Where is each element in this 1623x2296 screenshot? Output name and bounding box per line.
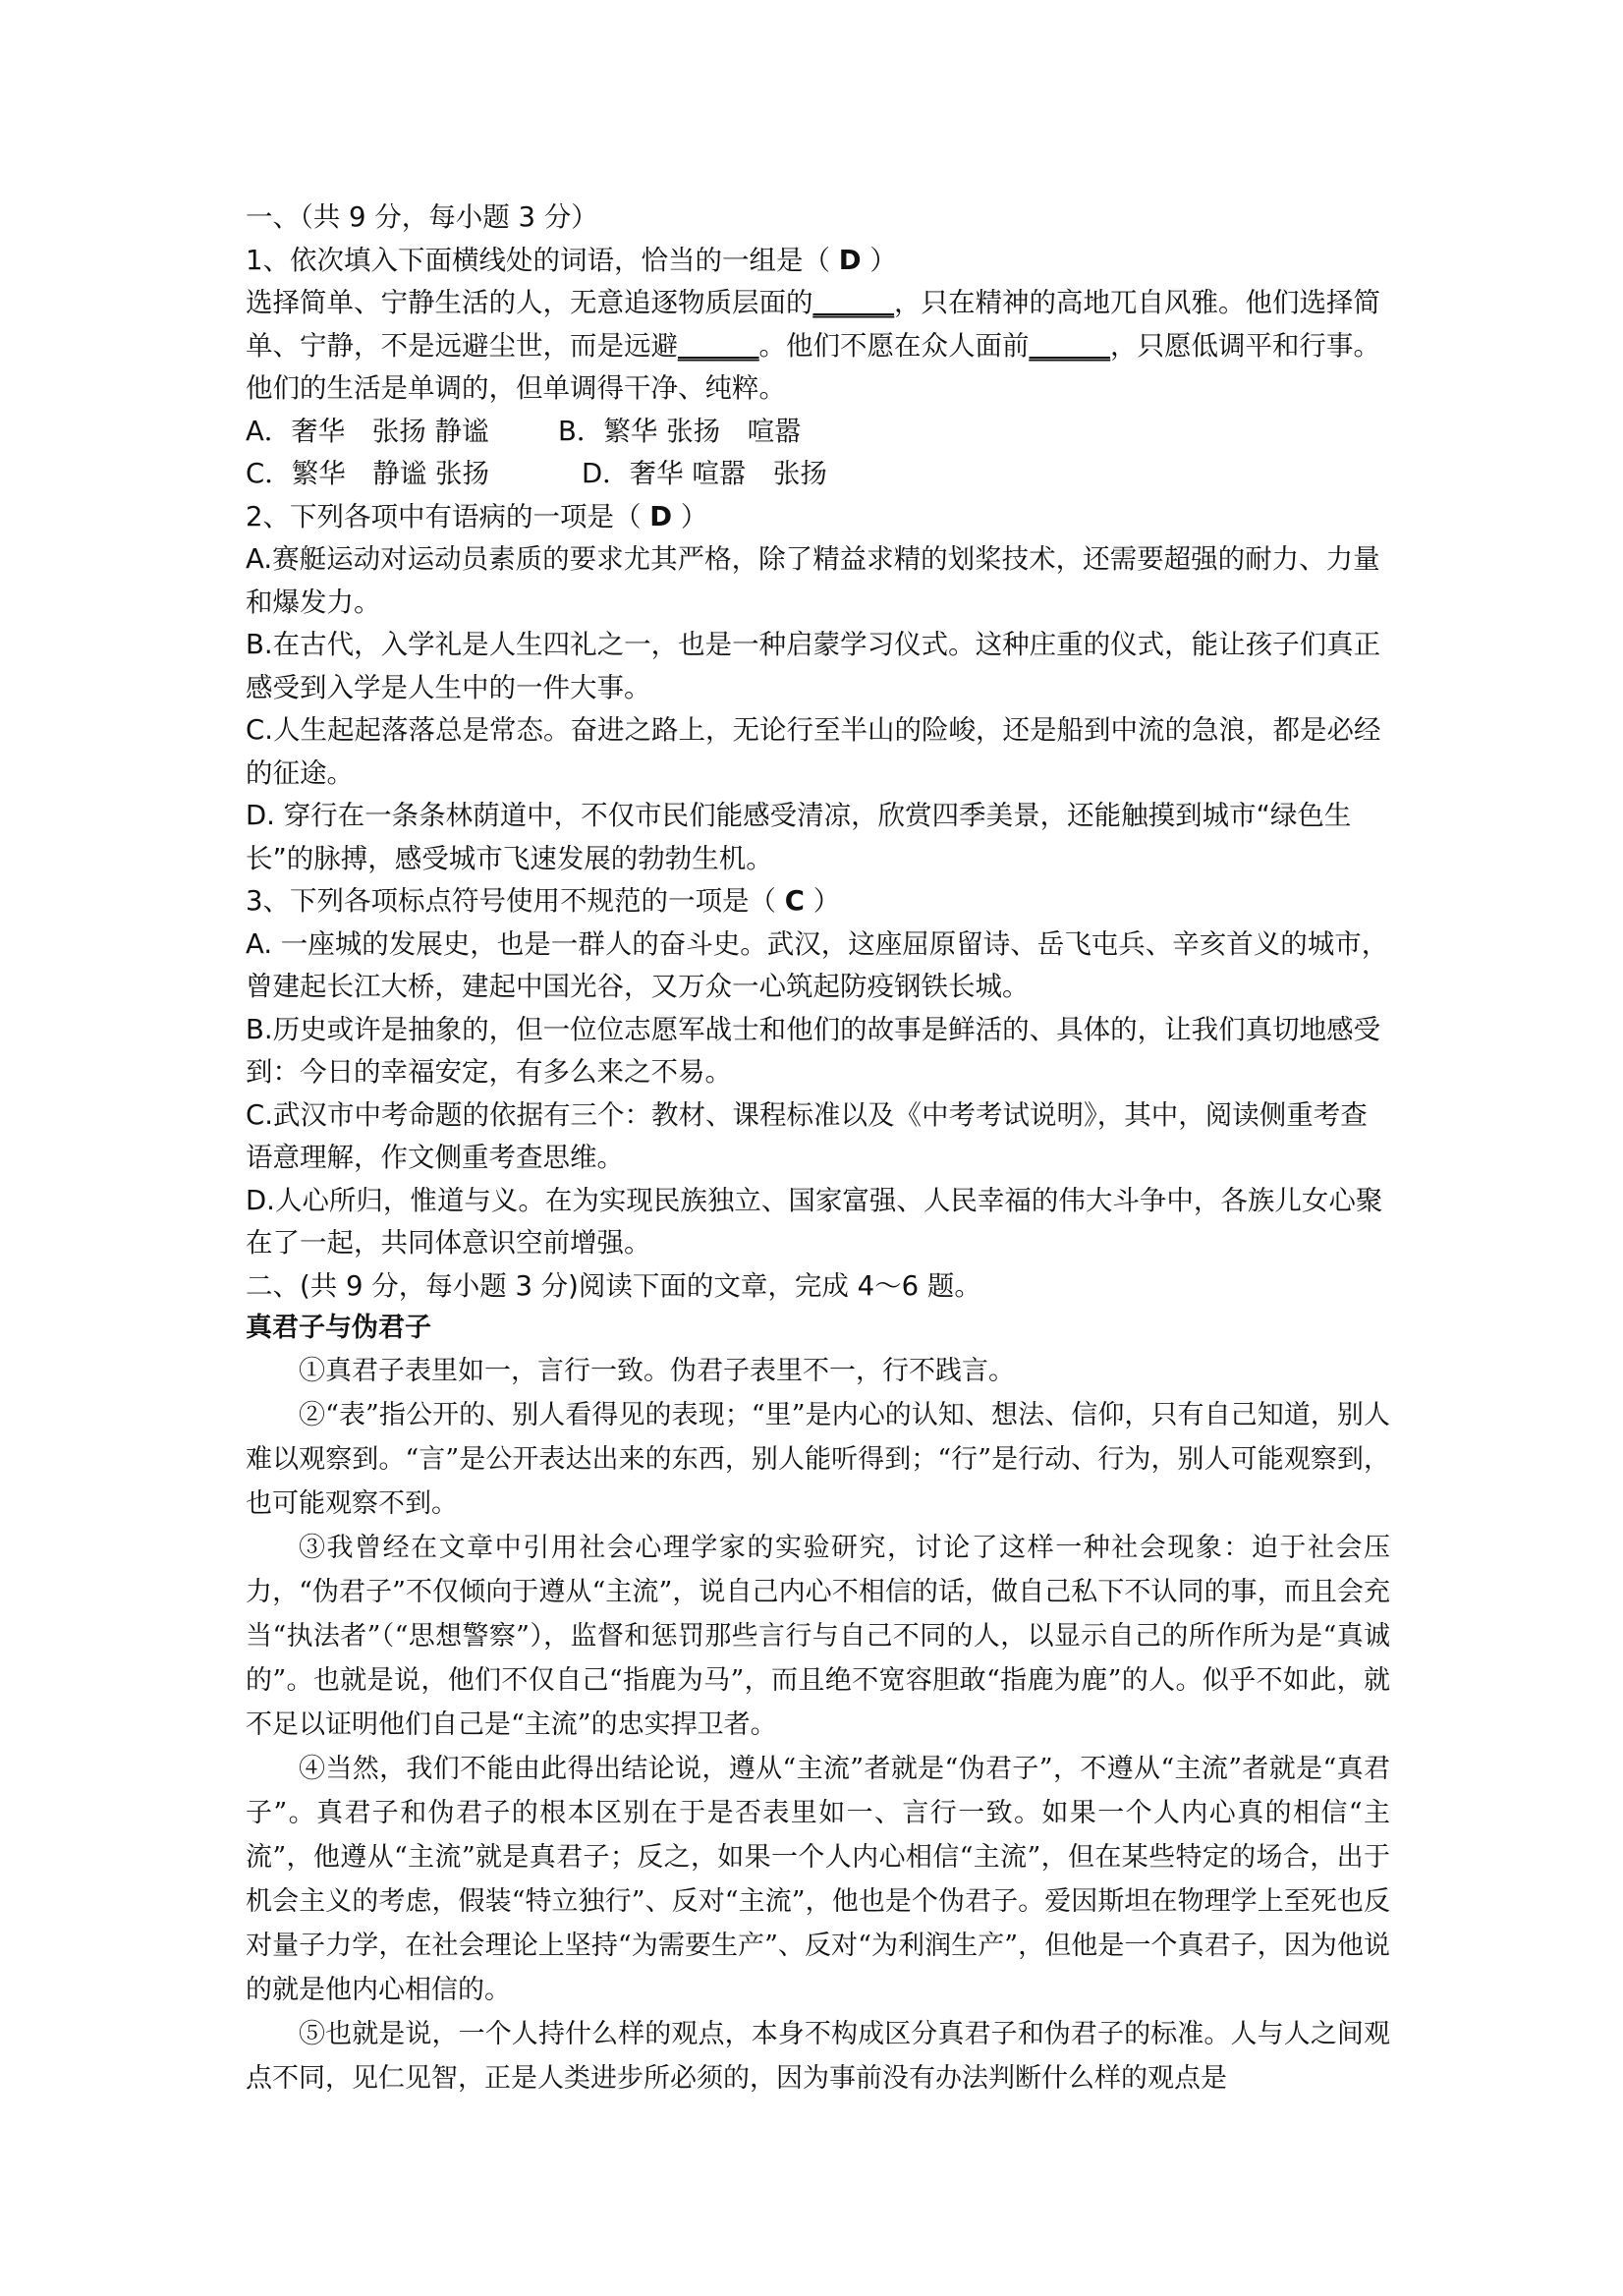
option-1b: B．繁华 张扬 喧嚣 (558, 415, 802, 447)
article-paragraph-5: ⑤也就是说，一个人持什么样的观点，本身不构成区分真君子和伪君子的标准。人与人之间观点不同，见仁见智，正是人类进步所必须的，因为事前没有办法判断什么样的观点是 (246, 2018, 1390, 2094)
article-paragraph-4: ④当然，我们不能由此得出结论说，遵从“主流”者就是“伪君子”，不遵从“主流”者就是“真君子”。真君子和伪君子的根本区别在于是否表里如一、言行一致。如果一个人内心真的相信“主流”，他遵从“主流”就是真君子；反之，如果一个人内心相信“主流”，但在某些特定的场合，出于机会主义的考虑，假装“特立独行”、反对“主流”，他也是个伪君子。爱因斯坦在物理学上至死也反对量子力学，在社会理论上坚持“为需要生产”、反对“为利润生产”，但他是一个真君子，因为他说的就是他内心相信的。 (246, 1753, 1390, 2005)
section-1-heading: 一、（共 9 分，每小题 3 分） (246, 201, 598, 233)
blank-3: ______ (1029, 329, 1110, 362)
article-title: 真君子与伪君子 (246, 1312, 431, 1343)
option-3b: B.历史或许是抽象的，但一位位志愿军战士和他们的故事是鲜活的、具体的，让我们真切地感受到：今日的幸福安定，有多么来之不易。 (246, 1013, 1381, 1088)
section-1 (246, 196, 1390, 1265)
question-3-answer: C (784, 885, 805, 917)
article (246, 1308, 1390, 2100)
blank-1: ______ (812, 287, 894, 318)
option-2d: D. 穿行在一条条林荫道中，不仅市民们能感受清凉，欣赏四季美景，还能触摸到城市“绿色生长”的脉搏，感受城市飞速发展的勃勃生机。 (246, 800, 1352, 874)
question-2-stem: 2、下列各项中有语病的一项是（ D ） (246, 500, 708, 532)
option-1c: C．繁华 静谧 张扬 (246, 458, 489, 489)
exam-page (246, 196, 1390, 2100)
option-2a: A.赛艇运动对运动员素质的要求尤其严格，除了精益求精的划桨技术，还需要超强的耐力、力量和爆发力。 (246, 543, 1380, 618)
option-1d: D．奢华 喧嚣 张扬 (582, 458, 827, 489)
question-1-stem: 1、依次填入下面横线处的词语，恰当的一组是（ D ） (246, 244, 897, 276)
option-1a: A．奢华 张扬 静谧 (246, 415, 489, 447)
article-paragraph-1: ①真君子表里如一，言行一致。伪君子表里不一，行不践言。 (299, 1355, 1015, 1386)
option-2c: C.人生起起落落总是常态。奋进之路上，无论行至半山的险峻，还是船到中流的急浪，都是必经的征途。 (246, 714, 1381, 789)
blank-2: ______ (678, 329, 759, 362)
question-3-stem: 3、下列各项标点符号使用不规范的一项是（ C ） (246, 885, 841, 917)
article-paragraph-2: ②“表”指公开的、别人看得见的表现；“里”是内心的认知、想法、信仰，只有自己知道，别人难以观察到。“言”是公开表达出来的东西，别人能听得到；“行”是行动、行为，别人可能观察到，也可能观察不到。 (246, 1399, 1390, 1519)
question-1-answer: D (838, 244, 862, 276)
question-1-passage: 选择简单、宁静生活的人，无意追逐物质层面的______，只在精神的高地兀自风雅。他们选择简单、宁静，不是远避尘世，而是远避______。他们不愿在众人面前______，只愿低调平和行事。他们的生活是单调的，但单调得干净、纯粹。 (246, 287, 1380, 404)
article-paragraph-3: ③我曾经在文章中引用社会心理学家的实验研究，讨论了这样一种社会现象：迫于社会压力，“伪君子”不仅倾向于遵从“主流”，说自己内心不相信的话，做自己私下不认同的事，而且会充当“执法者”（“思想警察”），监督和惩罚那些言行与自己不同的人，以显示自己的所作所为是“真诚的”。也就是说，他们不仅自己“指鹿为马”，而且绝不宽容胆敢“指鹿为鹿”的人。似乎不如此，就不足以证明他们自己是“主流”的忠实捍卫者。 (246, 1532, 1390, 1740)
question-2-answer: D (649, 500, 673, 532)
question-1-options-row-1 (246, 411, 1390, 454)
section-2-heading: 二、(共 9 分，每小题 3 分)阅读下面的文章，完成 4～6 题。 (246, 1269, 981, 1302)
option-2b: B.在古代，入学礼是人生四礼之一，也是一种启蒙学习仪式。这种庄重的仪式，能让孩子们真正感受到入学是人生中的一件大事。 (246, 629, 1381, 703)
option-3a: A. 一座城的发展史，也是一群人的奋斗史。武汉，这座屈原留诗、岳飞屯兵、辛亥首义的城市，曾建起长江大桥，建起中国光谷，又万众一心筑起防疫钢铁长城。 (246, 927, 1389, 1002)
question-1-options-row-2 (246, 453, 1390, 496)
option-3c: C.武汉市中考命题的依据有三个：教材、课程标准以及《中考考试说明》，其中，阅读侧重考查语意理解，作文侧重考查思维。 (246, 1098, 1368, 1173)
option-3d: D.人心所归，惟道与义。在为实现民族独立、国家富强、人民幸福的伟大斗争中，各族儿女心聚在了一起，共同体意识空前增强。 (246, 1184, 1383, 1259)
